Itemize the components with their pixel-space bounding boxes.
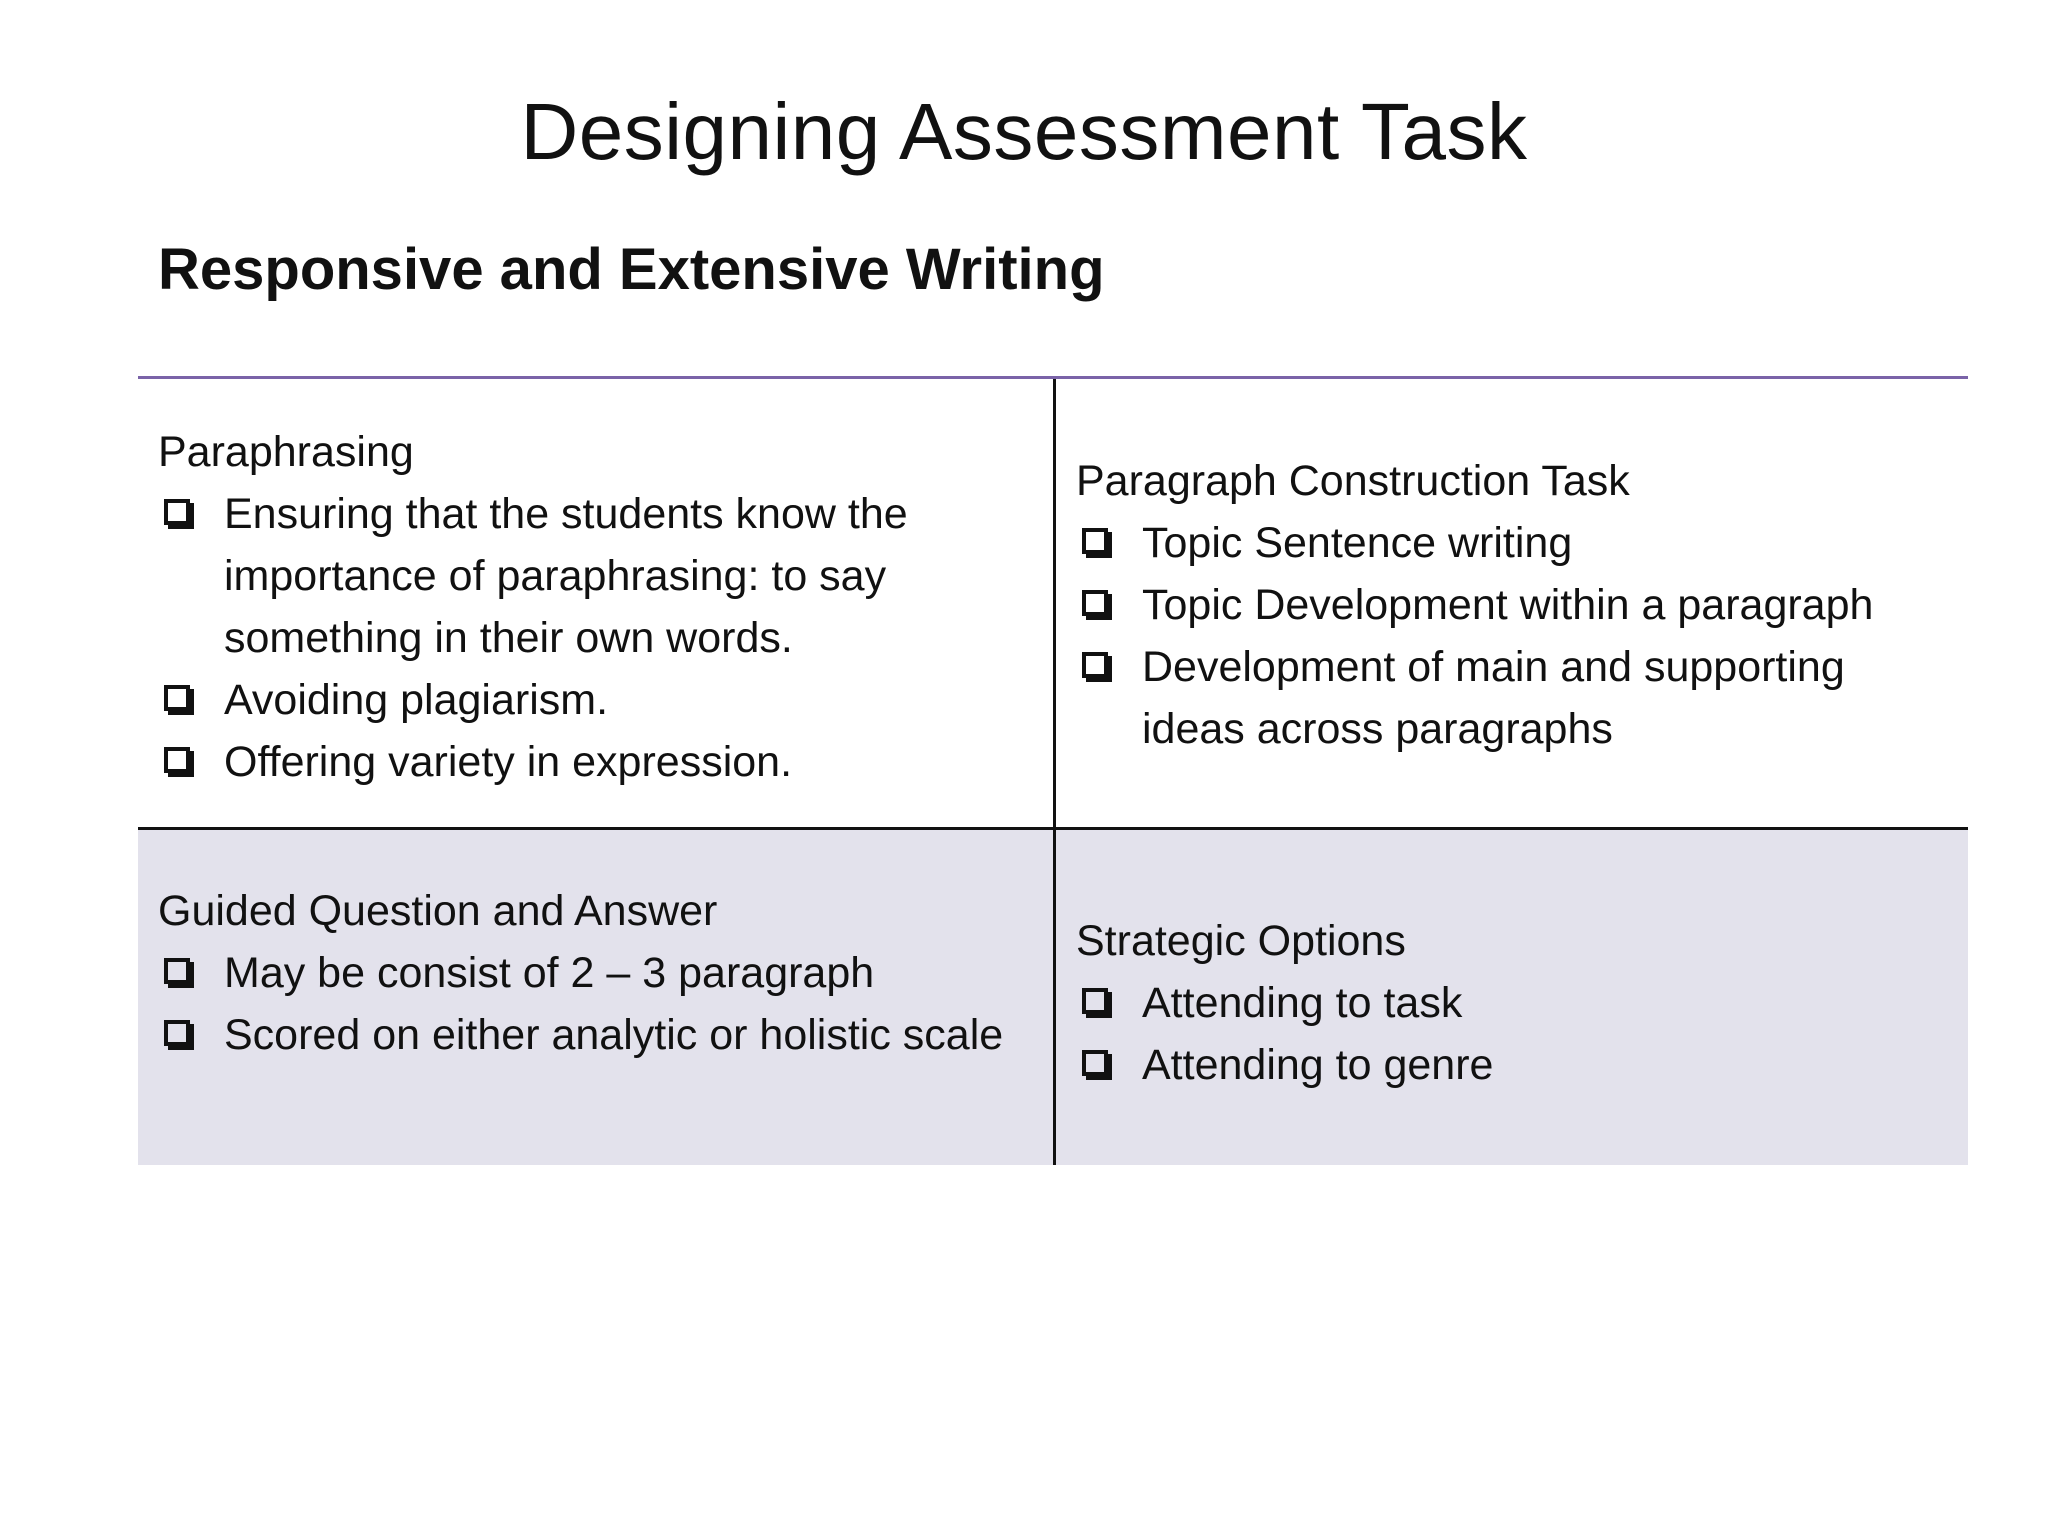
- list-item: [158, 942, 1039, 1004]
- list-item: [158, 1004, 1039, 1066]
- list-item-text: Topic Sentence writing: [1142, 519, 1573, 567]
- cell-heading: Guided Question and Answer: [158, 887, 718, 935]
- checkbox-square-icon: [164, 1020, 190, 1046]
- list-item: [1076, 512, 1954, 574]
- list-item: [158, 669, 1039, 731]
- checkbox-square-icon: [1082, 988, 1108, 1014]
- checkbox-square-icon: [164, 685, 190, 711]
- checkbox-square-icon: [1082, 652, 1108, 678]
- list-item-text: May be consist of 2 – 3 paragraph: [224, 949, 875, 997]
- list-item: [1076, 636, 1954, 760]
- slide-subtitle: Responsive and Extensive Writing: [158, 237, 1105, 302]
- list-item-text: Avoiding plagiarism.: [224, 676, 609, 724]
- list-item-text: Attending to genre: [1142, 1041, 1494, 1089]
- checkbox-square-icon: [164, 499, 190, 525]
- cell-paraphrasing: [138, 379, 1053, 827]
- slide-title: Designing Assessment Task: [520, 87, 1528, 176]
- list-item: [158, 483, 1039, 669]
- list-item: [158, 731, 1039, 793]
- cell-strategic-options: [1053, 827, 1968, 1165]
- bullet-list: [1076, 512, 1954, 760]
- bullet-list: [158, 942, 1039, 1066]
- cell-guided-qa: [138, 827, 1053, 1165]
- cell-heading: Paraphrasing: [158, 428, 414, 476]
- checkbox-square-icon: [164, 747, 190, 773]
- list-item: [1076, 972, 1954, 1034]
- checkbox-square-icon: [1082, 590, 1108, 616]
- list-item-text: Topic Development within a paragraph: [1142, 581, 1874, 629]
- list-item-text: Ensuring that the students know the importance of paraphrasing: to say something in their own words.: [224, 490, 908, 662]
- checkbox-square-icon: [164, 958, 190, 984]
- cell-heading: Paragraph Construction Task: [1076, 457, 1630, 505]
- list-item-text: Development of main and supporting ideas across paragraphs: [1142, 643, 1845, 753]
- bullet-list: [1076, 972, 1954, 1096]
- checkbox-square-icon: [1082, 1050, 1108, 1076]
- list-item: [1076, 574, 1954, 636]
- list-item-text: Attending to task: [1142, 979, 1463, 1027]
- list-item-text: Offering variety in expression.: [224, 738, 793, 786]
- cell-paragraph-construction: [1053, 379, 1968, 827]
- cell-heading: Strategic Options: [1076, 917, 1406, 965]
- bullet-list: [158, 483, 1039, 793]
- list-item: [1076, 1034, 1954, 1096]
- content-table: [138, 376, 1968, 1165]
- list-item-text: Scored on either analytic or holistic scale: [224, 1011, 1004, 1059]
- checkbox-square-icon: [1082, 528, 1108, 554]
